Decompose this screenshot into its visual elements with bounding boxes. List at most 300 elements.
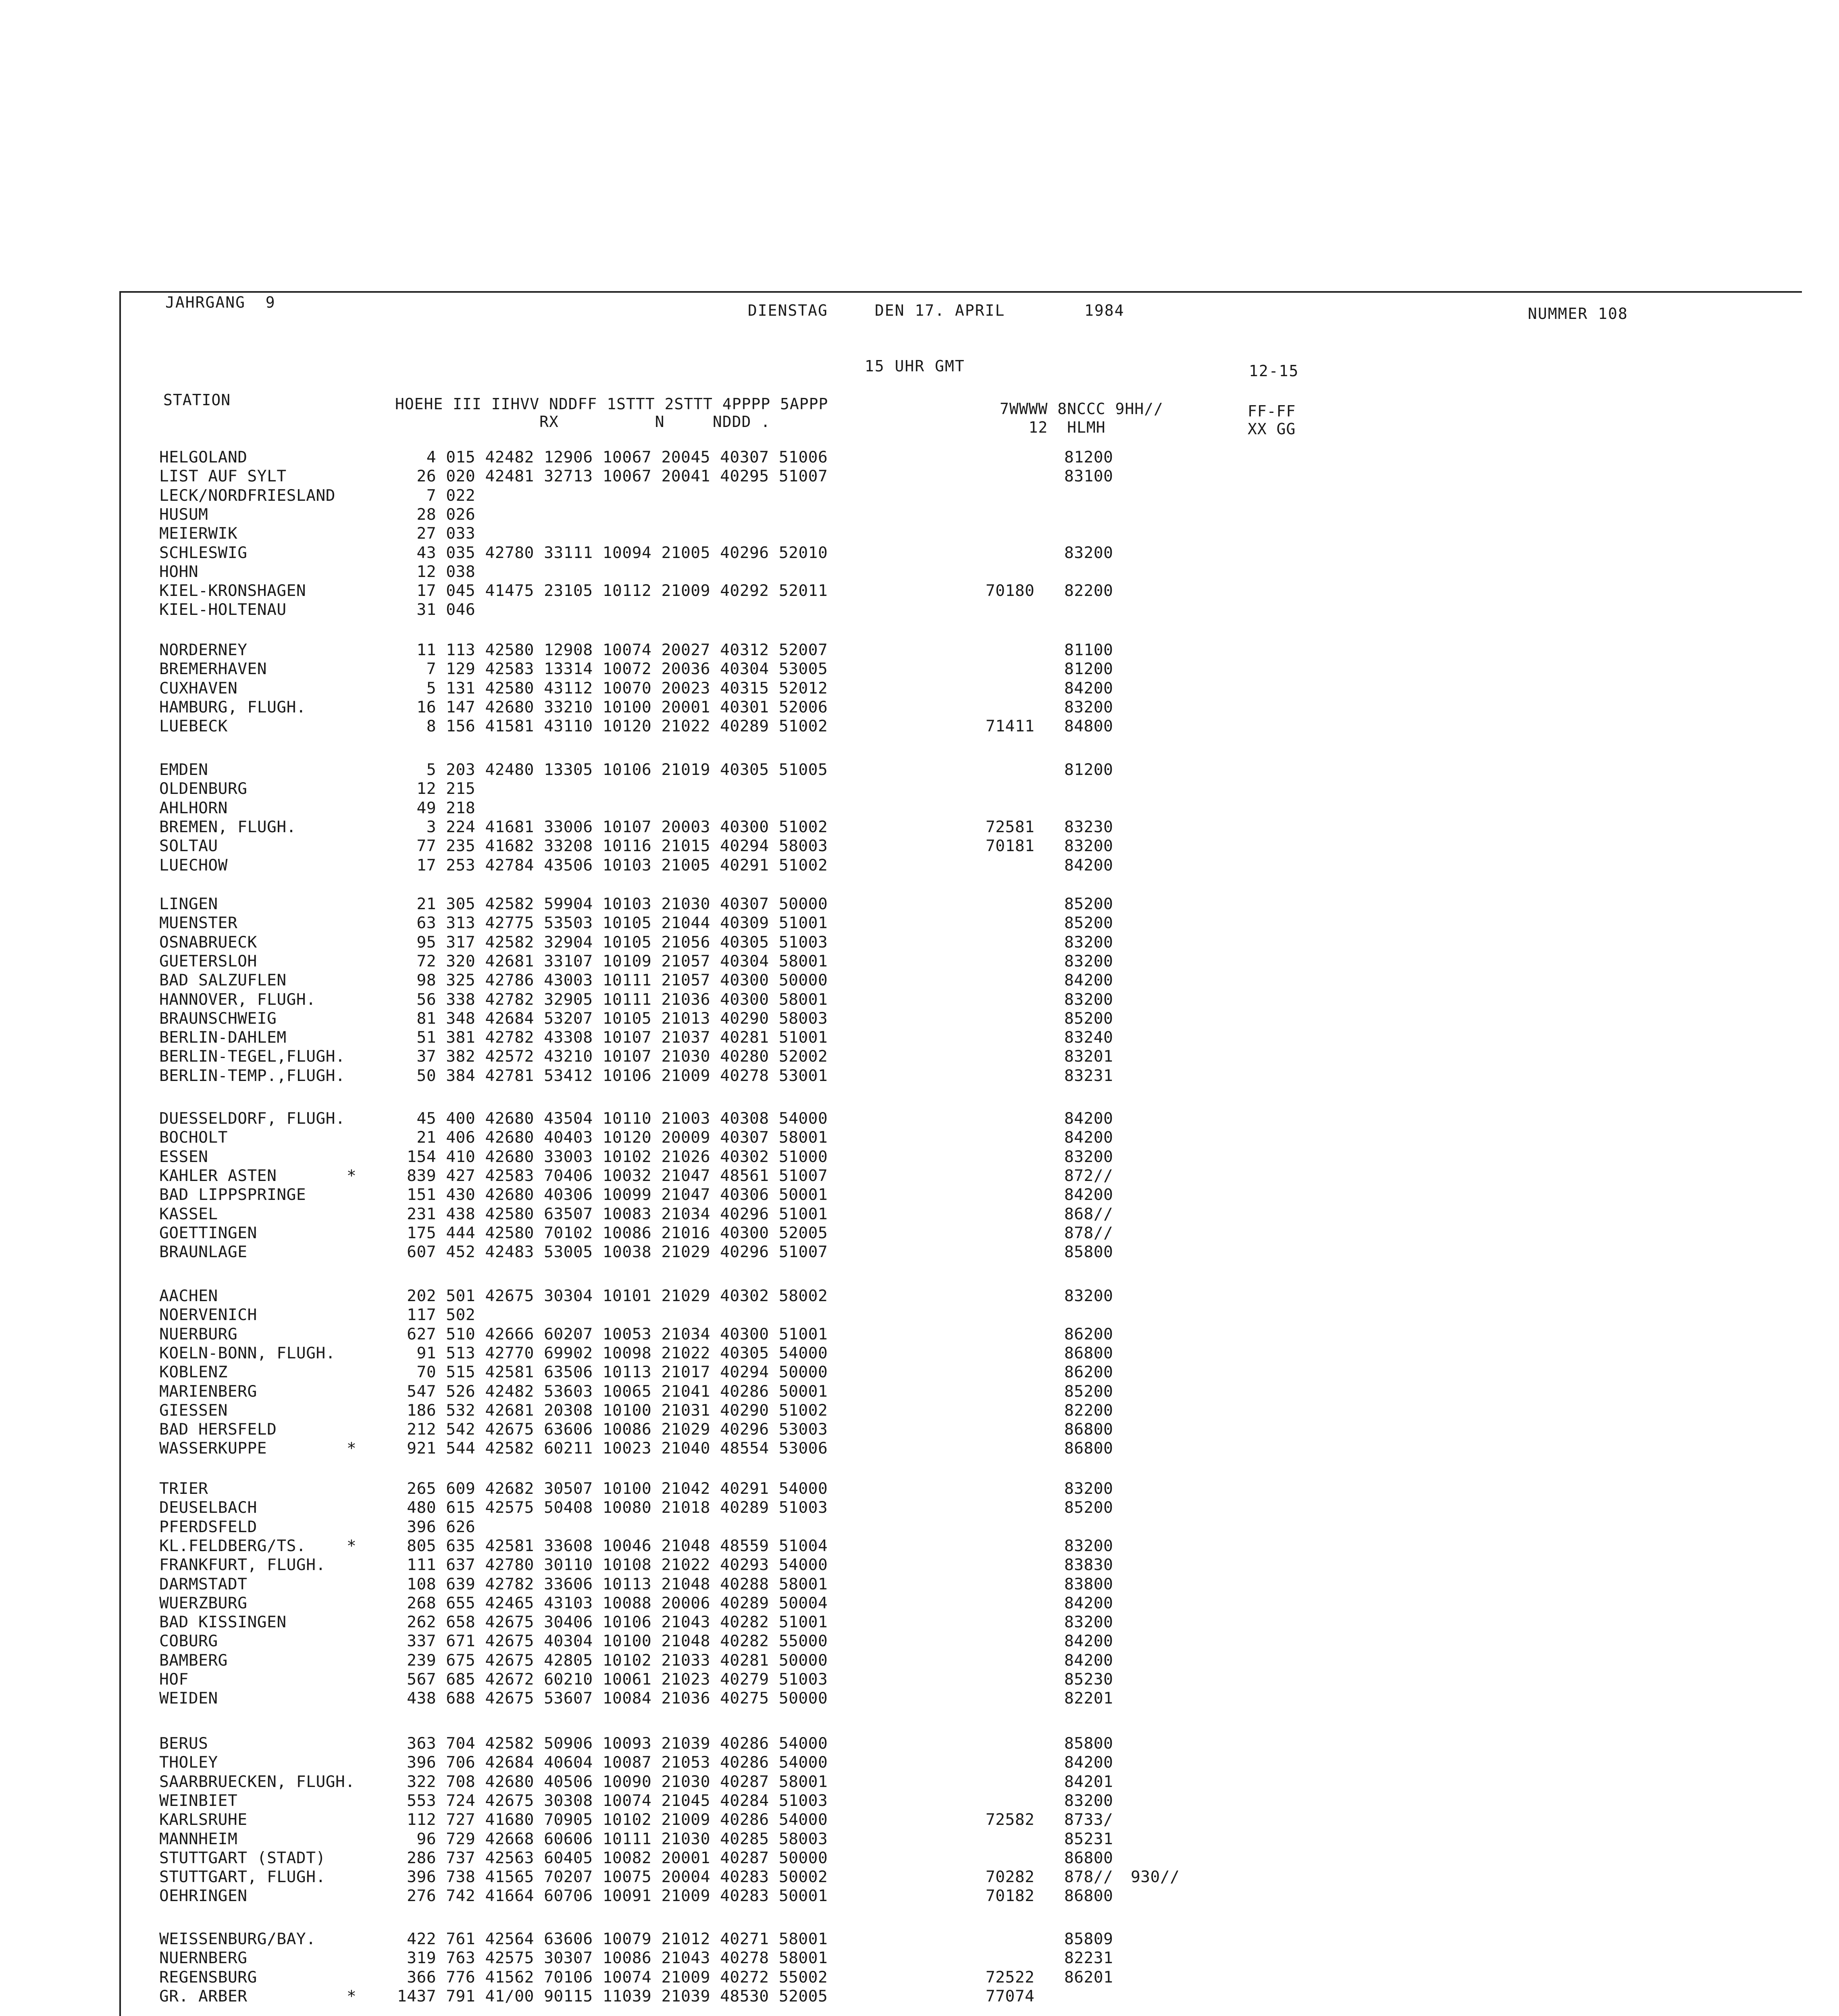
- cloud-group: 83200: [1064, 1536, 1113, 1555]
- station-row: [0, 1929, 1839, 1949]
- station-name: GOETTINGEN: [159, 1223, 257, 1242]
- cloud-group: 84200: [1064, 1593, 1113, 1612]
- station-name: OLDENBURG: [159, 779, 248, 798]
- station-row: [0, 1166, 1839, 1185]
- station-name: BERLIN-TEMP.,FLUGH.: [159, 1066, 345, 1085]
- extra-group: 930//: [1131, 1868, 1180, 1887]
- synop-codes: 607 452 42483 53005 10038 21029 40296 51007: [397, 1243, 828, 1262]
- station-name: KL.FELDBERG/TS.: [159, 1536, 306, 1555]
- station-row: [0, 1382, 1839, 1401]
- station-name: LUECHOW: [159, 856, 228, 875]
- cloud-group: 85200: [1064, 914, 1113, 933]
- station-row: [0, 1401, 1839, 1420]
- station-row: [0, 698, 1839, 717]
- cloud-group: 8733/: [1064, 1810, 1113, 1829]
- station-name: KARLSRUHE: [159, 1810, 248, 1829]
- station-name: BAMBERG: [159, 1651, 228, 1670]
- station-row: [0, 1968, 1839, 1987]
- cloud-group: 85231: [1064, 1829, 1113, 1848]
- station-row: [0, 1517, 1839, 1537]
- cloud-group: 86201: [1064, 1968, 1113, 1987]
- cloud-group: 84800: [1064, 717, 1113, 736]
- station-row: [0, 1028, 1839, 1047]
- station-row: [0, 524, 1839, 543]
- weather-group: 70282: [986, 1868, 1035, 1887]
- station-name: KIEL-HOLTENAU: [159, 600, 287, 619]
- synop-codes: 175 444 42580 70102 10086 21016 40300 52005: [397, 1223, 828, 1242]
- cloud-group: 83200: [1064, 1613, 1113, 1632]
- synop-codes: 438 688 42675 53607 10084 21036 40275 50000: [397, 1689, 828, 1708]
- station-name: BAD SALZUFLEN: [159, 971, 287, 990]
- cloud-group: 84200: [1064, 1651, 1113, 1670]
- code-column-header: HOEHE III IIHVV NDDFF 1STTT 2STTT 4PPPP 5APPP: [395, 395, 828, 413]
- cloud-group: 84200: [1064, 1185, 1113, 1204]
- station-name: KOELN-BONN, FLUGH.: [159, 1343, 336, 1362]
- station-row: [0, 1109, 1839, 1128]
- synop-codes: 72 320 42681 33107 10109 21057 40304 58001: [397, 952, 828, 971]
- station-name: BRAUNSCHWEIG: [159, 1009, 277, 1028]
- station-name: SAARBRUECKEN, FLUGH.: [159, 1772, 355, 1791]
- station-row: [0, 1593, 1839, 1613]
- weather-group: 72522: [986, 1968, 1035, 1987]
- cloud-group: 83200: [1064, 952, 1113, 971]
- synop-codes: 12 215: [397, 779, 476, 798]
- weekday: DIENSTAG: [748, 302, 828, 319]
- station-name: SOLTAU: [159, 837, 218, 856]
- station-name: LUEBECK: [159, 717, 228, 736]
- synop-codes: 239 675 42675 42805 10102 21033 40281 50000: [397, 1651, 828, 1670]
- station-name: AACHEN: [159, 1287, 218, 1305]
- station-row: [0, 1223, 1839, 1243]
- weather-group: 70180: [986, 581, 1035, 600]
- station-name: NUERNBERG: [159, 1949, 248, 1968]
- cloud-group: 872//: [1064, 1166, 1113, 1185]
- station-name: WUERZBURG: [159, 1593, 248, 1612]
- station-row: [0, 1479, 1839, 1498]
- station-name: BAD HERSFELD: [159, 1420, 277, 1439]
- station-row: [0, 716, 1839, 736]
- cloud-group: 878//: [1064, 1223, 1113, 1242]
- date: DEN 17. APRIL: [875, 302, 1005, 319]
- synop-codes: 28 026: [397, 505, 476, 524]
- cloud-group: 86800: [1064, 1887, 1113, 1906]
- cloud-group: 86800: [1064, 1343, 1113, 1362]
- synop-codes: 8 156 41581 43110 10120 21022 40289 51002: [397, 717, 828, 736]
- synop-codes: 276 742 41664 60706 10091 21009 40283 50001: [397, 1887, 828, 1906]
- station-name: WEINBIET: [159, 1791, 238, 1810]
- station-name: CUXHAVEN: [159, 679, 238, 698]
- station-name: MANNHEIM: [159, 1829, 238, 1848]
- synop-codes: 422 761 42564 63606 10079 21012 40271 58001: [397, 1930, 828, 1948]
- station-row: [0, 600, 1839, 619]
- station-row: [0, 679, 1839, 698]
- cloud-group: 82201: [1064, 1689, 1113, 1708]
- station-row: [0, 798, 1839, 818]
- synop-codes: 112 727 41680 70905 10102 21009 40286 54000: [397, 1810, 828, 1829]
- cloud-group: 84201: [1064, 1772, 1113, 1791]
- synop-codes: 265 609 42682 30507 10100 21042 40291 54000: [397, 1479, 828, 1498]
- cloud-group: 81200: [1064, 660, 1113, 679]
- mountain-marker: *: [347, 1439, 357, 1458]
- station-row: [0, 971, 1839, 990]
- cloud-group: 83200: [1064, 543, 1113, 562]
- issue-number: NUMMER 108: [1528, 305, 1628, 323]
- station-name: COBURG: [159, 1632, 218, 1651]
- cloud-group: 83201: [1064, 1047, 1113, 1066]
- station-row: [0, 1325, 1839, 1344]
- synop-codes: 12 038: [397, 562, 476, 581]
- cloud-group: 85200: [1064, 1009, 1113, 1028]
- station-name: GUETERSLOH: [159, 952, 257, 971]
- synop-codes: 108 639 42782 33606 10113 21048 40288 58001: [397, 1574, 828, 1593]
- station-row: [0, 1047, 1839, 1066]
- synop-codes: 77 235 41682 33208 10116 21015 40294 58003: [397, 837, 828, 856]
- cloud-group: 83830: [1064, 1556, 1113, 1574]
- synop-codes: 21 406 42680 40403 10120 20009 40307 58001: [397, 1128, 828, 1147]
- cloud-group: 86200: [1064, 1325, 1113, 1343]
- synop-codes: 921 544 42582 60211 10023 21040 48554 53006: [397, 1439, 828, 1458]
- synop-codes: 7 129 42583 13314 10072 20036 40304 53005: [397, 660, 828, 679]
- group7-column-header: 7WWWW 8NCCC 9HH//: [1000, 400, 1163, 418]
- station-row: [0, 817, 1839, 837]
- station-row: [0, 1848, 1839, 1868]
- synop-codes: 31 046: [397, 600, 476, 619]
- station-row: [0, 1867, 1839, 1887]
- cloud-group: 86800: [1064, 1420, 1113, 1439]
- synop-codes: 81 348 42684 53207 10105 21013 40290 58003: [397, 1009, 828, 1028]
- synop-codes: 5 131 42580 43112 10070 20023 40315 52012: [397, 679, 828, 698]
- station-row: [0, 836, 1839, 856]
- station-column-header: STATION: [163, 391, 231, 409]
- synop-codes: 322 708 42680 40506 10090 21030 40287 58001: [397, 1772, 828, 1791]
- station-name: MARIENBERG: [159, 1382, 257, 1401]
- station-row: [0, 1147, 1839, 1166]
- station-name: NOERVENICH: [159, 1306, 257, 1325]
- station-row: [0, 1286, 1839, 1306]
- synop-codes: 17 253 42784 43506 10103 21005 40291 51002: [397, 856, 828, 875]
- weather-group: 70182: [986, 1887, 1035, 1906]
- station-row: [0, 1128, 1839, 1147]
- weather-group: 70181: [986, 837, 1035, 856]
- station-name: BAD KISSINGEN: [159, 1613, 287, 1632]
- station-row: [0, 1343, 1839, 1363]
- station-row: [0, 760, 1839, 779]
- weather-group: 77074: [986, 1987, 1035, 2006]
- synop-codes: 231 438 42580 63507 10083 21034 40296 51001: [397, 1204, 828, 1223]
- station-row: [0, 581, 1839, 600]
- synop-codes: 26 020 42481 32713 10067 20041 40295 51007: [397, 467, 828, 486]
- mountain-marker: *: [347, 1536, 357, 1555]
- mountain-marker: *: [347, 1987, 357, 2006]
- weather-group: 72581: [986, 817, 1035, 836]
- cloud-group: 84200: [1064, 1109, 1113, 1128]
- cloud-group: 83200: [1064, 1479, 1113, 1498]
- station-row: [0, 1886, 1839, 1906]
- station-name: HAMBURG, FLUGH.: [159, 698, 306, 716]
- station-name: KOBLENZ: [159, 1363, 228, 1382]
- cloud-group: 83200: [1064, 933, 1113, 952]
- observation-time: 15 UHR GMT: [865, 357, 965, 375]
- cloud-group: 84200: [1064, 856, 1113, 875]
- synop-codes: 553 724 42675 30308 10074 21045 40284 51003: [397, 1791, 828, 1810]
- station-name: BRAUNLAGE: [159, 1243, 248, 1262]
- cloud-group: 868//: [1064, 1204, 1113, 1223]
- mountain-marker: *: [347, 1166, 357, 1185]
- station-name: LINGEN: [159, 895, 218, 913]
- cloud-group: 85200: [1064, 895, 1113, 913]
- station-name: LIST AUF SYLT: [159, 467, 287, 486]
- station-name: DARMSTADT: [159, 1574, 248, 1593]
- cloud-group: 81100: [1064, 641, 1113, 659]
- station-row: [0, 1420, 1839, 1439]
- synop-codes: 117 502: [397, 1306, 476, 1325]
- synop-codes: 319 763 42575 30307 10086 21043 40278 58001: [397, 1949, 828, 1968]
- cloud-group: 86800: [1064, 1439, 1113, 1458]
- station-row: [0, 1204, 1839, 1224]
- station-name: KASSEL: [159, 1204, 218, 1223]
- cloud-group: 83200: [1064, 837, 1113, 856]
- cloud-group: 86800: [1064, 1848, 1113, 1867]
- station-row: [0, 779, 1839, 798]
- station-row: [0, 448, 1839, 467]
- cloud-group: 878//: [1064, 1868, 1113, 1887]
- cloud-group: 83200: [1064, 698, 1113, 716]
- synop-codes: 51 381 42782 43308 10107 21037 40281 51001: [397, 1028, 828, 1047]
- station-row: [0, 1305, 1839, 1325]
- station-row: [0, 1439, 1839, 1458]
- station-name: THOLEY: [159, 1753, 218, 1772]
- station-row: [0, 1242, 1839, 1262]
- station-name: HANNOVER, FLUGH.: [159, 990, 316, 1009]
- station-name: BERLIN-DAHLEM: [159, 1028, 287, 1047]
- synop-codes: 363 704 42582 50906 10093 21039 40286 54000: [397, 1734, 828, 1753]
- synop-codes: 396 626: [397, 1517, 476, 1536]
- station-name: HUSUM: [159, 505, 208, 524]
- station-name: ESSEN: [159, 1147, 208, 1166]
- synop-codes: 5 203 42480 13305 10106 21019 40305 51005: [397, 760, 828, 779]
- synop-codes: 366 776 41562 70106 10074 21009 40272 55002: [397, 1968, 828, 1987]
- synop-codes: 63 313 42775 53503 10105 21044 40309 51001: [397, 914, 828, 933]
- synop-codes: 480 615 42575 50408 10080 21018 40289 51003: [397, 1498, 828, 1517]
- cloud-group: 83200: [1064, 1147, 1113, 1166]
- station-row: [0, 1009, 1839, 1028]
- station-name: BREMERHAVEN: [159, 660, 267, 679]
- synop-codes: 11 113 42580 12908 10074 20027 40312 52007: [397, 641, 828, 659]
- synop-codes: 70 515 42581 63506 10113 21017 40294 50000: [397, 1363, 828, 1382]
- ff-column-header: FF-FF: [1248, 402, 1296, 420]
- station-name: WEISSENBURG/BAY.: [159, 1930, 316, 1948]
- synop-codes: 27 033: [397, 524, 476, 543]
- station-name: DUESSELDORF, FLUGH.: [159, 1109, 345, 1128]
- station-name: BERUS: [159, 1734, 208, 1753]
- station-row: [0, 1536, 1839, 1556]
- synop-codes: 17 045 41475 23105 10112 21009 40292 52011: [397, 581, 828, 600]
- station-name: WEIDEN: [159, 1689, 218, 1708]
- station-name: KAHLER ASTEN: [159, 1166, 277, 1185]
- cloud-group: 85809: [1064, 1930, 1113, 1948]
- synop-codes: 805 635 42581 33608 10046 21048 48559 51004: [397, 1536, 828, 1555]
- synop-codes: 262 658 42675 30406 10106 21043 40282 51001: [397, 1613, 828, 1632]
- synop-codes: 37 382 42572 43210 10107 21030 40280 52002: [397, 1047, 828, 1066]
- station-row: [0, 1753, 1839, 1772]
- station-name: EMDEN: [159, 760, 208, 779]
- station-name: HELGOLAND: [159, 448, 248, 467]
- station-name: GIESSEN: [159, 1401, 228, 1420]
- station-name: BERLIN-TEGEL,FLUGH.: [159, 1047, 345, 1066]
- synop-codes: 43 035 42780 33111 10094 21005 40296 52010: [397, 543, 828, 562]
- station-row: [0, 1948, 1839, 1968]
- station-name: PFERDSFELD: [159, 1517, 257, 1536]
- station-name: OEHRINGEN: [159, 1887, 248, 1906]
- synop-codes: 50 384 42781 53412 10106 21009 40278 53001: [397, 1066, 828, 1085]
- cloud-group: 84200: [1064, 1128, 1113, 1147]
- station-name: NUERBURG: [159, 1325, 238, 1343]
- station-name: KIEL-KRONSHAGEN: [159, 581, 306, 600]
- synop-codes: 56 338 42782 32905 10111 21036 40300 58001: [397, 990, 828, 1009]
- station-name: REGENSBURG: [159, 1968, 257, 1987]
- jahrgang: JAHRGANG 9: [165, 294, 276, 311]
- station-name: BAD LIPPSPRINGE: [159, 1185, 306, 1204]
- station-name: AHLHORN: [159, 798, 228, 817]
- synop-codes: 21 305 42582 59904 10103 21030 40307 50000: [397, 895, 828, 913]
- station-row: [0, 1734, 1839, 1753]
- xx-column-subheader: XX GG: [1248, 420, 1296, 438]
- cloud-group: 81200: [1064, 448, 1113, 467]
- station-row: [0, 1631, 1839, 1651]
- synop-codes: 212 542 42675 63606 10086 21029 40296 53003: [397, 1420, 828, 1439]
- station-name: GR. ARBER: [159, 1987, 248, 2006]
- station-row: [0, 1791, 1839, 1810]
- cloud-group: 86200: [1064, 1363, 1113, 1382]
- cloud-group: 85200: [1064, 1382, 1113, 1401]
- station-row: [0, 1612, 1839, 1632]
- cloud-group: 82231: [1064, 1949, 1113, 1968]
- synop-codes: 16 147 42680 33210 10100 20001 40301 52006: [397, 698, 828, 716]
- station-row: [0, 1555, 1839, 1574]
- station-row: [0, 933, 1839, 952]
- synop-codes: 396 738 41565 70207 10075 20004 40283 50002: [397, 1868, 828, 1887]
- station-row: [0, 990, 1839, 1009]
- synop-codes: 567 685 42672 60210 10061 21023 40279 51003: [397, 1670, 828, 1689]
- cloud-group: 83231: [1064, 1066, 1113, 1085]
- cloud-group: 84200: [1064, 1753, 1113, 1772]
- station-row: [0, 1498, 1839, 1517]
- station-name: OSNABRUECK: [159, 933, 257, 952]
- station-name: HOF: [159, 1670, 189, 1689]
- synop-codes: 1437 791 41/00 90115 11039 21039 48530 52005: [397, 1987, 828, 2006]
- station-name: LECK/NORDFRIESLAND: [159, 486, 336, 505]
- station-name: TRIER: [159, 1479, 208, 1498]
- station-row: [0, 486, 1839, 505]
- station-row: [0, 913, 1839, 933]
- station-row: [0, 1829, 1839, 1849]
- station-name: MUENSTER: [159, 914, 238, 933]
- station-name: MEIERWIK: [159, 524, 238, 543]
- station-row: [0, 952, 1839, 971]
- synop-codes: 839 427 42583 70406 10032 21047 48561 51007: [397, 1166, 828, 1185]
- station-name: DEUSELBACH: [159, 1498, 257, 1517]
- synop-codes: 7 022: [397, 486, 476, 505]
- synop-codes: 96 729 42668 60606 10111 21030 40285 58003: [397, 1829, 828, 1848]
- station-name: WASSERKUPPE: [159, 1439, 267, 1458]
- cloud-group: 83200: [1064, 1287, 1113, 1305]
- station-name: STUTTGART (STADT): [159, 1848, 326, 1867]
- station-row: [0, 562, 1839, 581]
- cloud-group: 83800: [1064, 1574, 1113, 1593]
- station-row: [0, 505, 1839, 524]
- station-row: [0, 1574, 1839, 1594]
- synop-codes: 45 400 42680 43504 10110 21003 40308 54000: [397, 1109, 828, 1128]
- station-name: FRANKFURT, FLUGH.: [159, 1556, 326, 1574]
- synop-codes: 202 501 42675 30304 10101 21029 40302 58002: [397, 1287, 828, 1305]
- synop-codes: 268 655 42465 43103 10088 20006 40289 50004: [397, 1593, 828, 1612]
- cloud-group: 83200: [1064, 1791, 1113, 1810]
- station-name: SCHLESWIG: [159, 543, 248, 562]
- cloud-group: 85200: [1064, 1498, 1113, 1517]
- station-row: [0, 1185, 1839, 1204]
- cloud-group: 83100: [1064, 467, 1113, 486]
- synop-codes: 151 430 42680 40306 10099 21047 40306 50001: [397, 1185, 828, 1204]
- code-column-subheader: RX N NDDD .: [395, 413, 771, 431]
- cloud-group: 85230: [1064, 1670, 1113, 1689]
- cloud-group: 83200: [1064, 990, 1113, 1009]
- synop-codes: 91 513 42770 69902 10098 21022 40305 54000: [397, 1343, 828, 1362]
- station-row: [0, 1670, 1839, 1689]
- cloud-group: 83230: [1064, 817, 1113, 836]
- synop-codes: 95 317 42582 32904 10105 21056 40305 51003: [397, 933, 828, 952]
- station-row: [0, 1066, 1839, 1085]
- cloud-group: 82200: [1064, 581, 1113, 600]
- station-name: BOCHOLT: [159, 1128, 228, 1147]
- cloud-group: 84200: [1064, 679, 1113, 698]
- cloud-group: 81200: [1064, 760, 1113, 779]
- station-row: [0, 1810, 1839, 1829]
- year: 1984: [1084, 302, 1125, 319]
- synop-codes: 286 737 42563 60405 10082 20001 40287 50000: [397, 1848, 828, 1867]
- station-row: [0, 1772, 1839, 1791]
- synop-codes: 396 706 42684 40604 10087 21053 40286 54000: [397, 1753, 828, 1772]
- cloud-group: 82200: [1064, 1401, 1113, 1420]
- synop-codes: 154 410 42680 33003 10102 21026 40302 51000: [397, 1147, 828, 1166]
- synop-codes: 111 637 42780 30110 10108 21022 40293 54000: [397, 1556, 828, 1574]
- station-row: [0, 1651, 1839, 1670]
- synop-codes: 98 325 42786 43003 10111 21057 40300 50000: [397, 971, 828, 990]
- cloud-group: 85800: [1064, 1734, 1113, 1753]
- station-row: [0, 1987, 1839, 2006]
- station-row: [0, 856, 1839, 875]
- time-range: 12-15: [1249, 362, 1299, 380]
- synop-codes: 49 218: [397, 798, 476, 817]
- synop-codes: 4 015 42482 12906 10067 20045 40307 51006: [397, 448, 828, 467]
- station-row: [0, 543, 1839, 562]
- cloud-group: 85800: [1064, 1243, 1113, 1262]
- synop-codes: 547 526 42482 53603 10065 21041 40286 50001: [397, 1382, 828, 1401]
- cloud-group: 84200: [1064, 1632, 1113, 1651]
- station-row: [0, 1689, 1839, 1708]
- station-row: [0, 640, 1839, 660]
- station-row: [0, 659, 1839, 679]
- station-name: NORDERNEY: [159, 641, 248, 659]
- cloud-group: 83240: [1064, 1028, 1113, 1047]
- station-row: [0, 467, 1839, 486]
- station-name: HOHN: [159, 562, 199, 581]
- station-name: STUTTGART, FLUGH.: [159, 1868, 326, 1887]
- weather-group: 71411: [986, 717, 1035, 736]
- weather-group: 72582: [986, 1810, 1035, 1829]
- station-row: [0, 1362, 1839, 1382]
- group7-column-subheader: 12 HLMH: [1000, 419, 1106, 436]
- station-row: [0, 894, 1839, 914]
